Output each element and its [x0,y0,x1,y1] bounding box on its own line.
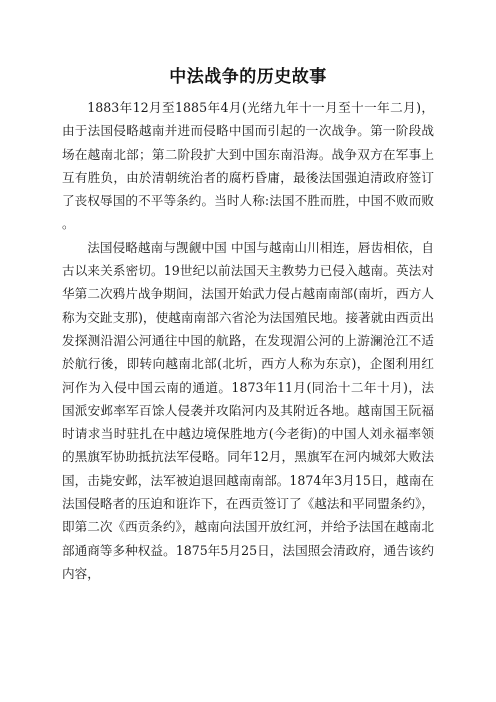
paragraph-background: 法国侵略越南与觊觎中国 中国与越南山川相连，唇齿相依，自古以来关系密切。19世纪以前法国天主教势力已侵入越南。英法对华第二次鸦片战争期间，法国开始武力侵占越南南部(南圻，西方人称为交趾支那)，使越南南部六省沦为法国殖民地。接著就由西贡出发探测沿湄公河通往中国的航路，在发现湄公河的上游澜沧江不适於航行後，即转向越南北部(北圻，西方人称为东京)，企图利用红河作为入侵中国云南的通道。1873年11月(同治十二年十月)，法国派安邺率军百馀人侵袭并攻陷河内及其附近各地。越南国王阮福时请求当时驻扎在中越边境保胜地方(今老街)的中国人刘永福率领的黑旗军协助抵抗法军侵略。同年12月，黑旗军在河内城郊大败法国，击毙安邺，法军被迫退回越南南部。1874年3月15日，越南在法国侵略者的压迫和诳诈下，在西贡签订了《越法和平同盟条约》，即第二次《西贡条约》，越南向法国开放红河，并给予法国在越南北部通商等多种权益。1875年5月25日，法国照会清政府，通告该约内容， [62,239,434,581]
document-title: 中法战争的历史故事 [169,67,327,87]
document-body [62,96,434,585]
paragraph-intro: 1883年12月至1885年4月(光绪九年十一月至十一年二月)，由于法国侵略越南并进而侵略中国而引起的一次战争。第一阶段战场在越南北部；第二阶段扩大到中国东南沿海。战争双方在军事上互有胜负，由於清朝统治者的腐朽昏庸，最後法国强迫清政府签订了丧权辱国的不平等条约。当时人称:法国不胜而胜，中国不败而败。 [62,100,434,232]
